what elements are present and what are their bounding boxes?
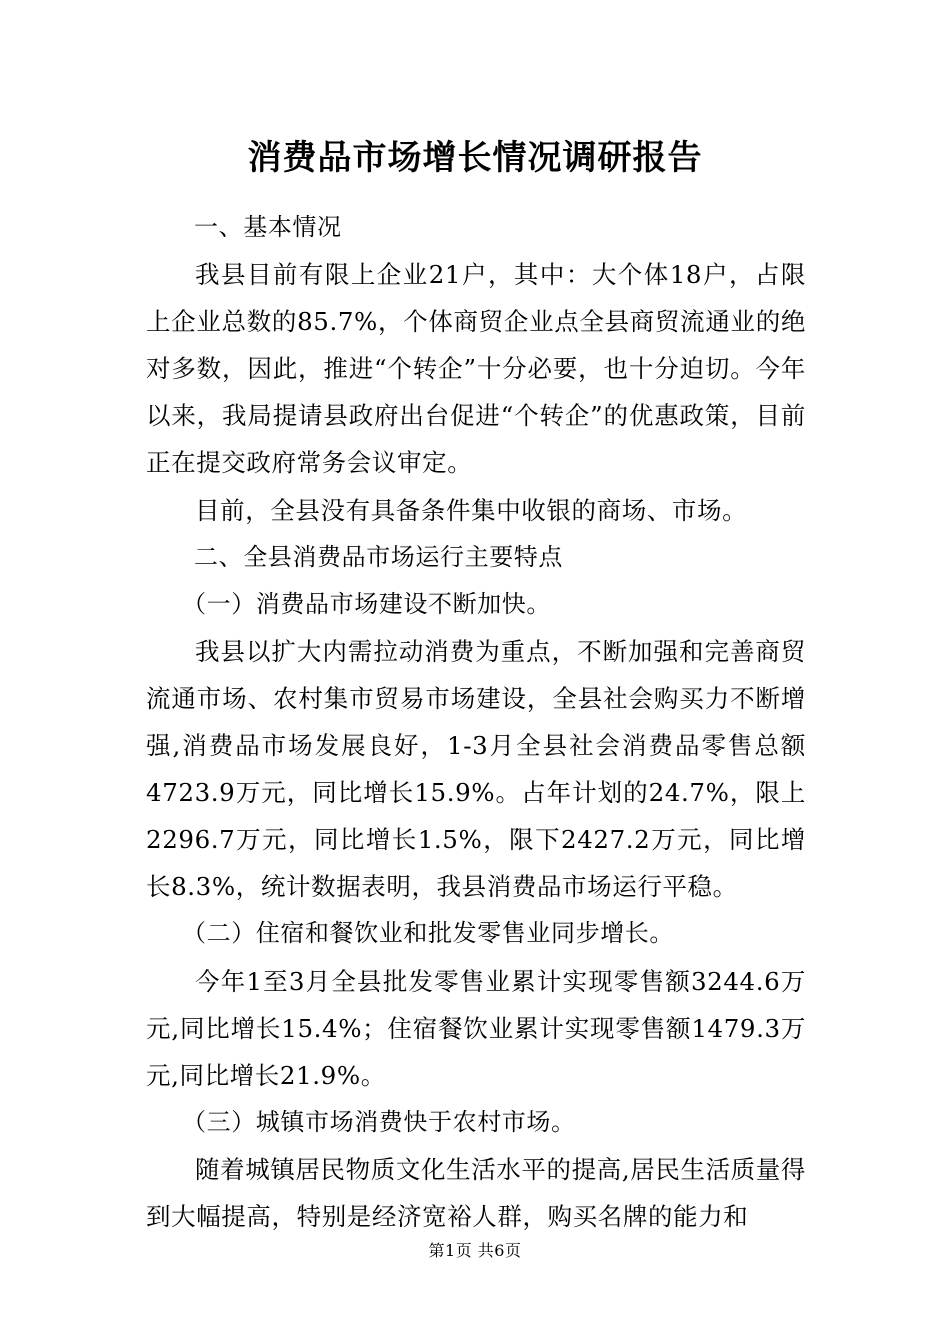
paragraph-urban-consumption: 随着城镇居民物质文化生活水平的提高,居民生活质量得到大幅提高，特别是经济宽裕人群，购买名牌的能力和 bbox=[146, 1154, 806, 1231]
section-heading-basic-situation: 一、基本情况 bbox=[194, 213, 342, 241]
document-body bbox=[146, 204, 806, 1240]
paragraph-q1-growth: 今年1至3月全县批发零售业累计实现零售额3244.6万元,同比增长15.4%；住宿餐饮业累计实现零售额1479.3万元,同比增长21.9%。 bbox=[146, 966, 806, 1090]
subheading-urban-vs-rural: （三）城镇市场消费快于农村市场。 bbox=[182, 1107, 576, 1136]
subheading-market-construction: （一）消费品市场建设不断加快。 bbox=[182, 589, 551, 618]
subheading-catering-wholesale: （二）住宿和餐饮业和批发零售业同步增长。 bbox=[182, 919, 674, 948]
paragraph-no-central-cashier: 目前，全县没有具备条件集中收银的商场、市场。 bbox=[195, 495, 748, 525]
section-heading-main-features: 二、全县消费品市场运行主要特点 bbox=[194, 542, 563, 571]
document-title: 消费品市场增长情况调研报告 bbox=[247, 138, 703, 178]
paragraph-retail-sales: 我县以扩大内需拉动消费为重点，不断加强和完善商贸流通市场、农村集市贸易市场建设，全县社会购买力不断增强,消费品市场发展良好，1-3月全县社会消费品零售总额4723.9万元，同比增长15.9%。占年计划的24.7%，限上2296.7万元，同比增长1.5%，限下2427.2万元，同比增长8.3%，统计数据表明，我县消费品市场运行平稳。 bbox=[146, 636, 806, 902]
page-number: 第1页 共6页 bbox=[428, 1241, 522, 1260]
paragraph-enterprises: 我县目前有限上企业21户，其中：大个体18户，占限上企业总数的85.7%，个体商贸企业点全县商贸流通业的绝对多数，因此，推进“个转企”十分必要，也十分迫切。今年以来，我局提请县政府出台促进“个转企”的优惠政策，目前正在提交政府常务会议审定。 bbox=[146, 260, 806, 478]
